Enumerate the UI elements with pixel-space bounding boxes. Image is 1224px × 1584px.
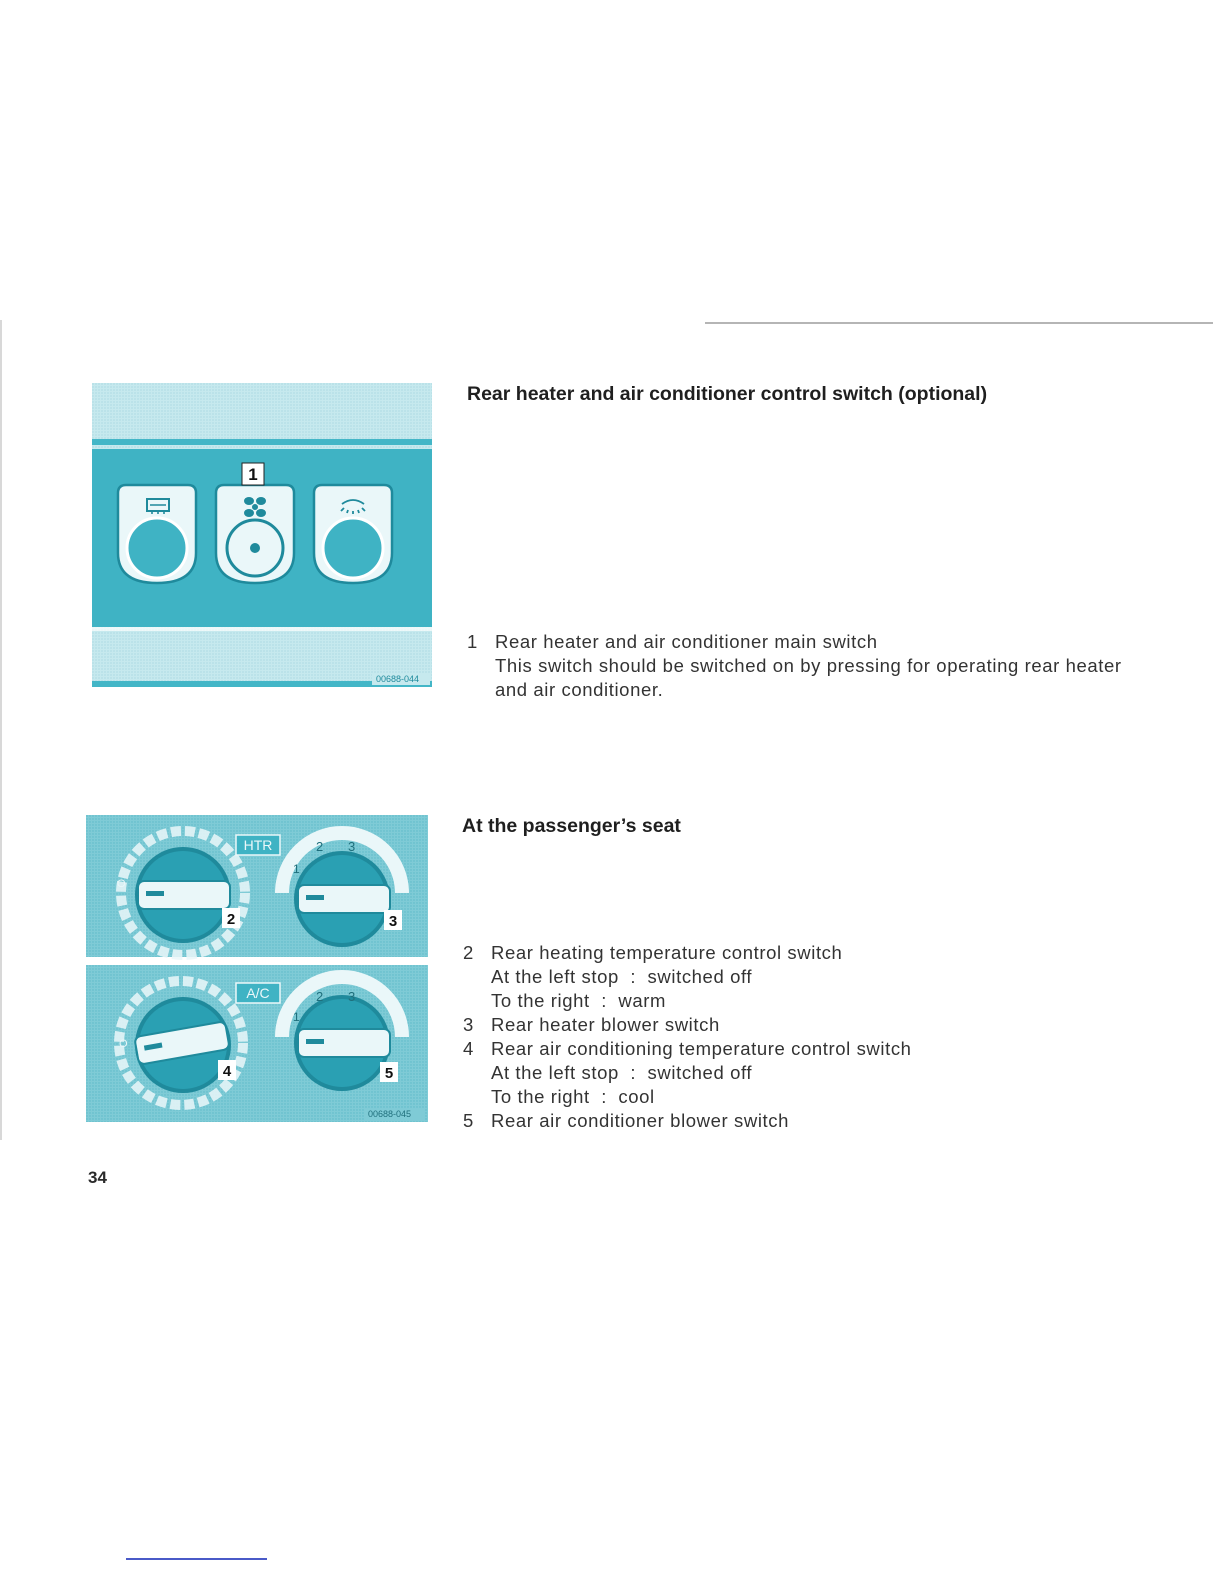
callout-4: 4 bbox=[222, 1063, 232, 1080]
main-switch-description bbox=[467, 630, 1199, 702]
item-description-line bbox=[495, 654, 1199, 678]
item-text: Rear air conditioner blower switch bbox=[491, 1110, 790, 1131]
main-switch-button bbox=[216, 485, 294, 583]
off-label: O bbox=[117, 878, 126, 890]
list-item bbox=[491, 989, 912, 1013]
item-text: Rear heating temperature control switch bbox=[491, 942, 843, 963]
description-text: and air conditioner. bbox=[495, 679, 664, 700]
speed-label-1: 1 bbox=[293, 1010, 300, 1024]
section-heading-passenger-seat: At the passenger’s seat bbox=[462, 815, 681, 837]
passenger-controls-list bbox=[463, 941, 912, 1133]
description-text: This switch should be switched on by pressing for operating rear heater bbox=[495, 655, 1122, 676]
list-item bbox=[463, 1013, 912, 1037]
callout-5: 5 bbox=[384, 1065, 394, 1082]
page-edge-shadow bbox=[0, 320, 2, 1140]
item-number: 4 bbox=[463, 1038, 474, 1059]
speed-label-3: 3 bbox=[348, 989, 356, 1004]
item-text: At the left stop : switched off bbox=[491, 1062, 753, 1083]
off-label: O bbox=[119, 1038, 128, 1050]
htr-label: HTR bbox=[243, 837, 273, 853]
item-text: To the right : cool bbox=[491, 1086, 655, 1107]
item-number: 1 bbox=[467, 631, 478, 652]
speed-label-3: 3 bbox=[348, 839, 356, 854]
item-number: 3 bbox=[463, 1014, 474, 1035]
list-item bbox=[491, 1061, 912, 1085]
section-heading-rear-heater: Rear heater and air conditioner control switch (optional) bbox=[467, 383, 988, 405]
list-item bbox=[463, 1037, 912, 1061]
callout-1 bbox=[242, 463, 264, 485]
item-text: To the right : warm bbox=[491, 990, 667, 1011]
item-number: 5 bbox=[463, 1110, 474, 1131]
rear-defogger-button bbox=[118, 485, 196, 583]
dome-light-button bbox=[314, 485, 392, 583]
main-switch-illustration bbox=[92, 383, 432, 687]
figure-code: 00688-045 bbox=[368, 1109, 412, 1119]
list-item bbox=[491, 965, 912, 989]
speed-label-2: 2 bbox=[316, 839, 324, 854]
list-item bbox=[463, 1109, 912, 1133]
page-number: 34 bbox=[88, 1168, 107, 1187]
list-item bbox=[491, 1085, 912, 1109]
item-text: Rear heater blower switch bbox=[491, 1014, 720, 1035]
item-title: Rear heater and air conditioner main switch bbox=[495, 631, 878, 652]
ac-label: A/C bbox=[246, 985, 270, 1001]
heater-temperature-dial bbox=[121, 831, 245, 955]
passenger-controls-illustration bbox=[86, 815, 428, 1122]
bottom-rule bbox=[126, 1558, 267, 1560]
top-rule bbox=[705, 322, 1213, 324]
item-text: Rear air conditioning temperature control switch bbox=[491, 1038, 912, 1059]
speed-label-1: 1 bbox=[293, 862, 300, 876]
ac-temperature-dial bbox=[119, 981, 243, 1105]
callout-3: 3 bbox=[388, 913, 398, 930]
item-text: At the left stop : switched off bbox=[491, 966, 753, 987]
callout-2: 2 bbox=[226, 911, 236, 928]
figure-code: 00688-044 bbox=[376, 674, 420, 684]
item-description-line bbox=[495, 678, 1199, 702]
list-item bbox=[463, 941, 912, 965]
item-number: 2 bbox=[463, 942, 474, 963]
svg-text:1: 1 bbox=[248, 465, 258, 484]
speed-label-2: 2 bbox=[316, 989, 324, 1004]
list-item bbox=[467, 630, 1199, 654]
